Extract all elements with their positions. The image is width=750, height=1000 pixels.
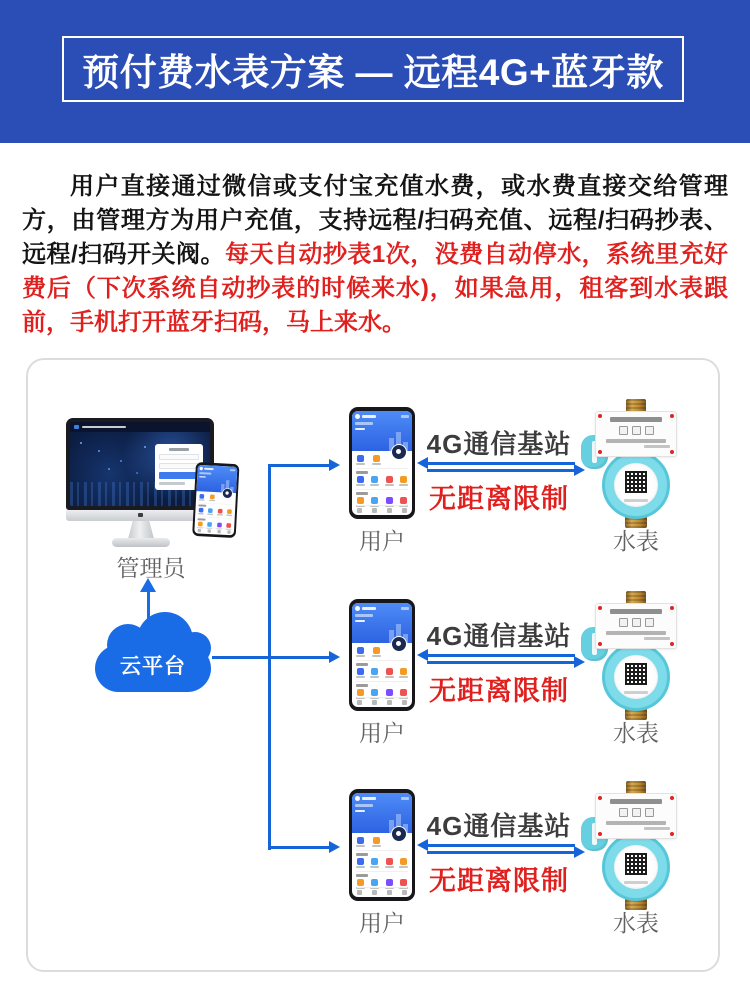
meter-face xyxy=(614,463,658,507)
app-icon xyxy=(385,476,394,487)
user-phone-mockup xyxy=(349,599,415,711)
app-icon xyxy=(207,508,213,515)
user-label: 用户 xyxy=(359,528,405,554)
avatar-icon xyxy=(355,606,360,611)
app-icon xyxy=(370,858,379,869)
qr-code xyxy=(625,471,647,493)
phone-screen xyxy=(352,603,412,707)
app-icon xyxy=(385,668,394,679)
app-icon xyxy=(199,494,205,501)
app-icon xyxy=(399,668,408,679)
phone-app-body xyxy=(352,833,412,890)
user-label: 用户 xyxy=(359,910,405,936)
diagram-row xyxy=(349,599,709,751)
dashboard-logo-icon xyxy=(74,425,79,429)
app-icon xyxy=(356,647,365,658)
distance-limit-label: 无距离限制 xyxy=(429,676,569,706)
app-icon xyxy=(226,509,232,516)
arrow-to-phone xyxy=(427,654,575,657)
station-label: 4G通信基站 xyxy=(426,429,572,459)
admin-phone-mockup xyxy=(192,462,239,538)
branch-arrow-icon xyxy=(329,459,340,471)
meter-body xyxy=(602,451,670,519)
monitor-stand xyxy=(128,521,154,539)
phone-bottom-nav xyxy=(357,697,407,705)
distance-limit-label: 无距离限制 xyxy=(429,484,569,514)
station-label: 4G通信基站 xyxy=(426,621,572,651)
arrow-to-phone xyxy=(427,844,575,847)
arrow-to-phone xyxy=(427,462,575,465)
app-icon xyxy=(372,837,381,848)
meter-body xyxy=(602,643,670,711)
monitor-base xyxy=(112,538,170,547)
branch-line-3 xyxy=(268,846,330,849)
app-icon xyxy=(372,647,381,658)
app-icon xyxy=(198,507,204,514)
phone-app-header xyxy=(196,465,237,493)
arrow-to-meter xyxy=(427,851,575,854)
app-icon xyxy=(356,837,365,848)
cloud-connector-line xyxy=(212,656,330,659)
qr-code xyxy=(625,853,647,875)
intro-paragraph xyxy=(22,170,728,340)
title-border-frame xyxy=(62,36,684,102)
title-banner xyxy=(0,0,750,143)
meter-label: 水表 xyxy=(613,910,659,936)
diagram-row xyxy=(349,407,709,559)
arrow-right-head-icon xyxy=(574,464,585,476)
app-icon xyxy=(385,858,394,869)
phone-screen xyxy=(352,793,412,897)
arrow-left-head-icon xyxy=(417,649,428,661)
app-icon xyxy=(356,858,365,869)
arrow-to-meter xyxy=(427,661,575,664)
meter-label: 水表 xyxy=(613,720,659,746)
up-arrow-icon xyxy=(140,578,156,592)
intro-text-red: 每天自动抄表1次，没费自动停水，系统里充好费后（下次系统自动抄表的时候来水)，如果急用，租客到水表跟前，手机打开蓝牙扫码，马上来水。 xyxy=(22,241,728,336)
app-icon xyxy=(209,494,215,501)
app-icon xyxy=(372,455,381,466)
avatar-icon xyxy=(200,467,203,470)
user-label: 用户 xyxy=(359,720,405,746)
phone-bottom-nav xyxy=(198,527,231,534)
phone-app-body xyxy=(352,451,412,508)
page-title: 预付费水表方案 — 远程4G+蓝牙款 xyxy=(82,52,664,93)
meter-face xyxy=(614,845,658,889)
qr-code xyxy=(625,663,647,685)
admin-dashboard-screen xyxy=(70,422,210,506)
meter-mode-icons xyxy=(596,808,676,817)
diagram-board xyxy=(26,358,720,972)
admin-monitor xyxy=(66,418,214,510)
phone-bottom-nav xyxy=(357,505,407,513)
trunk-line xyxy=(268,464,271,850)
station-label: 4G通信基站 xyxy=(426,811,572,841)
app-icon xyxy=(356,455,365,466)
cloud-label: 云平台 xyxy=(120,655,186,678)
intro-text-black: 用户直接通过微信或支付宝充值水费，或水费直接交给管理方，由管理方为用户充值，支持远程/扫码充值、远程/扫码抄表、远程/扫码开关阀。 xyxy=(22,173,728,268)
branch-line-1 xyxy=(268,464,330,467)
meter-body xyxy=(602,833,670,901)
app-icon xyxy=(370,668,379,679)
branch-arrow-icon xyxy=(329,651,340,663)
arrow-left-head-icon xyxy=(417,457,428,469)
meter-mode-icons xyxy=(596,426,676,435)
arrow-to-meter xyxy=(427,469,575,472)
arrow-right-head-icon xyxy=(574,846,585,858)
water-meter xyxy=(590,781,682,911)
meter-mode-icons xyxy=(596,618,676,627)
app-icon xyxy=(399,476,408,487)
arrow-left-head-icon xyxy=(417,839,428,851)
meter-control-box xyxy=(595,411,677,457)
city-lights-illustration xyxy=(80,442,82,444)
arrow-right-head-icon xyxy=(574,656,585,668)
meter-control-box xyxy=(595,603,677,649)
phone-app-body xyxy=(352,643,412,700)
distance-limit-label: 无距离限制 xyxy=(429,866,569,896)
login-button xyxy=(159,472,199,479)
user-phone-mockup xyxy=(349,407,415,519)
meter-control-box xyxy=(595,793,677,839)
app-icon xyxy=(356,476,365,487)
dashboard-topbar xyxy=(70,422,210,432)
diagram-row xyxy=(349,789,709,941)
phone-screen xyxy=(352,411,412,515)
phone-bottom-nav xyxy=(357,887,407,895)
phone-screen xyxy=(194,465,237,536)
app-icon xyxy=(356,668,365,679)
meter-face xyxy=(614,655,658,699)
water-meter xyxy=(590,591,682,721)
app-icon xyxy=(217,508,223,515)
avatar-icon xyxy=(355,414,360,419)
water-meter xyxy=(590,399,682,529)
branch-arrow-icon xyxy=(329,841,340,853)
avatar-icon xyxy=(355,796,360,801)
admin-label: 管理员 xyxy=(116,555,186,581)
user-phone-mockup xyxy=(349,789,415,901)
monitor-chin xyxy=(66,510,214,521)
cloud-platform xyxy=(95,612,211,694)
app-icon xyxy=(399,858,408,869)
app-icon xyxy=(370,476,379,487)
meter-label: 水表 xyxy=(613,528,659,554)
